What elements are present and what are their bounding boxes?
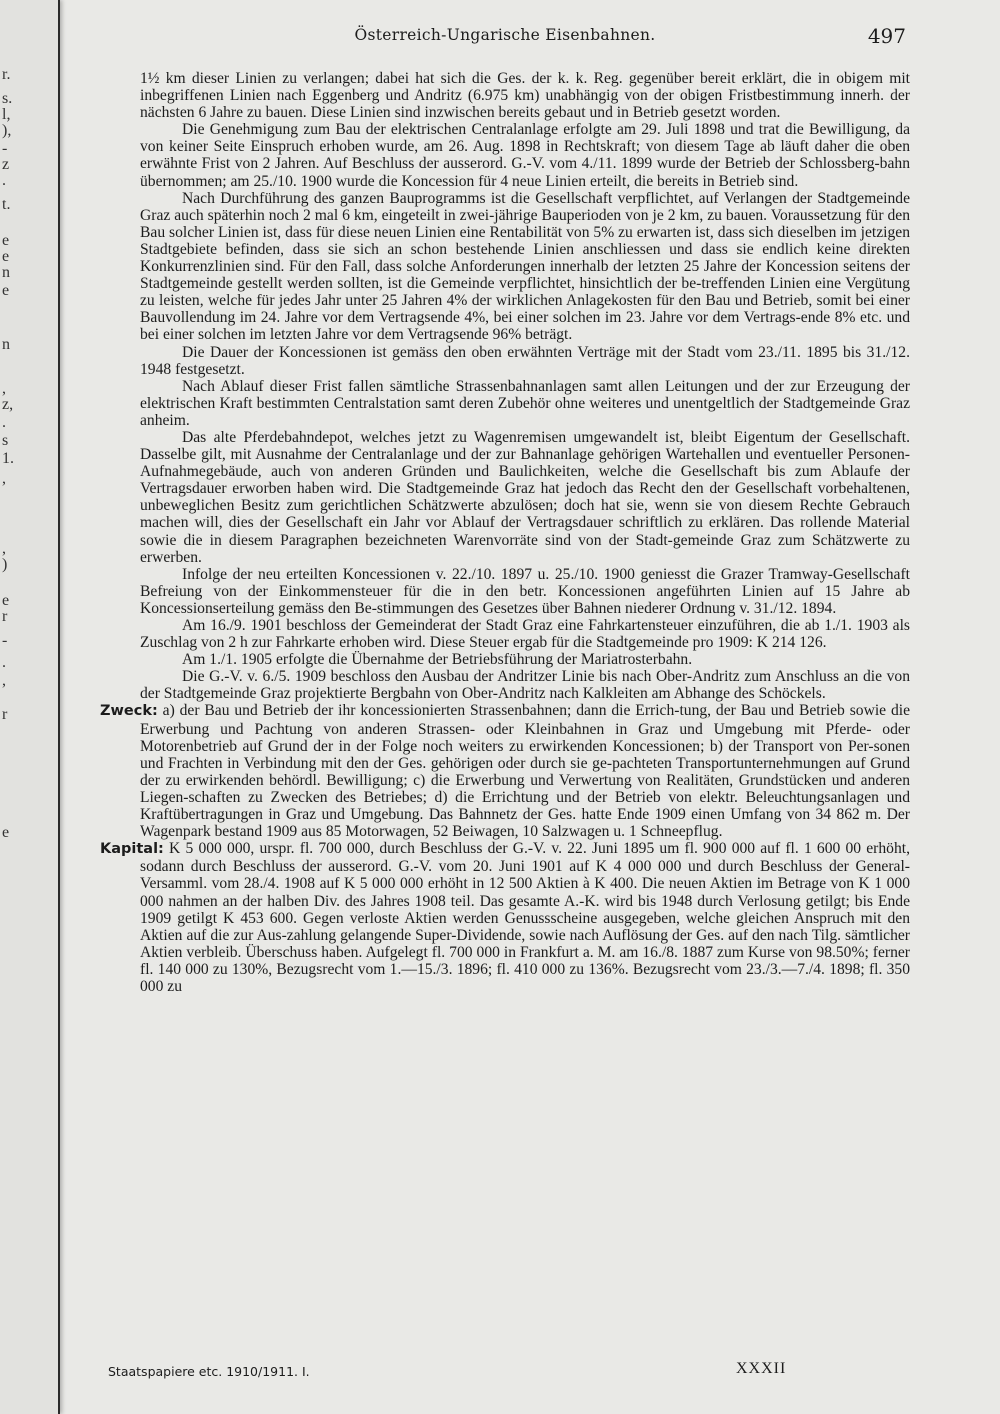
margin-fragment: -: [2, 140, 8, 157]
running-title: Österreich-Ungarische Eisenbahnen.: [354, 26, 656, 44]
margin-fragment: ,: [2, 540, 6, 557]
margin-fragment: l,: [2, 106, 11, 123]
book-page: [100, 24, 910, 1394]
page-footer: [100, 1360, 910, 1384]
margin-fragment: z: [2, 156, 10, 173]
margin-fragment: .: [2, 172, 6, 189]
section-text: a) der Bau und Betrieb der ihr koncessionierten Strassenbahnen; dann die Errich-tung, der Bau und Betrieb sowie die Erwerbung und Pachtung von anderen Strassen- oder Kleinbahnen in Graz und Umgebung mit Pferde- oder Motorenbetrieb auf Grund der in der Folge noch weiters zu erwirkenden Koncessionen; b) der Transport von Per-sonen und Frachten in Verbindung mit den der Ges. gehörigen oder durch sie ge-pachteten Transportunternehmungen auf Grund der zu erwirkenden behördl. Bewilligung; c) die Erwerbung und Verwertung von Realitäten, Grundstücken und anderen Liegen-schaften zu Zwecken des Betriebes; d) die Errichtung und der Betrieb von elektr. Beleuchtungsanlagen und Kraftübertragungen in Graz und Umgebung. Das Bahnnetz der Ges. hatte Ende 1909 einen Umfang von 34 862 m. Der Wagenpark bestand 1909 aus 85 Motorwagen, 52 Beiwagen, 10 Salzwagen u. 1 Schneepflug.: [140, 702, 910, 841]
margin-fragment: e: [2, 824, 10, 841]
page-number: 497: [867, 24, 906, 48]
paragraph: Nach Ablauf dieser Frist fallen sämtliche Strassenbahnanlagen samt allen Leitungen und der zur Erzeugung der elektrischen Kraft bestimmten Centralstation samt deren Zubehör ohne weiteres und unentgeltlich der Stadtgemeinde Graz anheim.: [140, 377, 910, 429]
paragraph: Am 1./1. 1905 erfolgte die Übernahme der Betriebsführung der Mariatrosterbahn.: [182, 651, 693, 669]
margin-fragment: .: [2, 654, 6, 671]
margin-fragment: r: [2, 706, 8, 723]
paragraph: Die G.-V. v. 6./5. 1909 beschloss den Ausbau der Andritzer Linie bis nach Ober-Andritz zum Anschluss an die von der Stadtgemeinde Graz projektierte Bergbahn von Ober-Andritz nach Kalkleiten am Abhange des Schöckels.: [140, 668, 910, 703]
section-label: Zweck:: [100, 703, 158, 720]
margin-fragment: ,: [2, 380, 6, 397]
paragraph: 1½ km dieser Linien zu verlangen; dabei hat sich die Ges. der k. k. Reg. gegenüber bereit erklärt, die in obigem mit inbegriffenen Linien nach Eggenberg und Andritz (6.975 km) unabhängig von der obigen Fristbestimmung innerh. der nächsten 6 Jahre zu bauen. Diese Linien sind inzwischen bereits gebaut und in Betrieb gesetzt worden.: [140, 70, 910, 122]
margin-fragment: s: [2, 432, 9, 449]
body-text: [100, 70, 910, 995]
adjacent-page-edge: [0, 0, 60, 1414]
margin-fragment: e: [2, 232, 10, 249]
margin-fragment: e: [2, 248, 10, 265]
margin-fragment: -: [2, 632, 8, 649]
paragraph: Am 16./9. 1901 beschloss der Gemeinderat der Stadt Graz eine Fahrkartensteuer einzuführen, die ab 1./1. 1903 als Zuschlag von 2 h zur Fahrkarte erhoben wird. Diese Steuer ergab für die Stadtgemeinde pro 1909: K 214 126.: [140, 617, 910, 652]
margin-fragment: s.: [2, 90, 13, 107]
margin-fragment: ,: [2, 470, 6, 487]
running-header: [100, 24, 910, 58]
margin-fragment: z,: [2, 396, 14, 413]
section-text: K 5 000 000, urspr. fl. 700 000, durch Beschluss der G.-V. v. 22. Juni 1895 um fl. 900 000 auf fl. 1 600 00 erhöht, sodann durch Beschluss der ausserord. G.-V. vom 20. Juni 1901 auf K 4 000 000 und durch Beschluss der General-Versamml. vom 28./4. 1908 auf K 5 000 000 erhöht in 12 500 Aktien à K 400. Die neuen Aktien im Betrage von K 1 000 000 nahmen an der halben Div. des Jahres 1908 teil. Das gesamte A.-K. wird bis 1948 durch Verlosung getilgt; bis Ende 1909 getilgt K 453 600. Gegen verloste Aktien werden Genussscheine ausgegeben, welche gleichen Anspruch mit den Aktien auf die zur Aus-zahlung gelangende Super-Dividende, sowie nach Auflösung der Ges. auf den nach Tilg. sämtlicher Aktien verbleib. Überschuss haben. Aufgelegt fl. 700 000 in Frankfurt a. M. am 16./8. 1887 zum Kurse von 98.50%; ferner fl. 140 000 zu 130%, Bezugsrecht vom 1.—15./3. 1896; fl. 410 000 zu 136%. Bezugsrecht vom 23./3.—7./4. 1898; fl. 350 000 zu: [140, 840, 910, 995]
footer-source: Staatspapiere etc. 1910/1911. I.: [108, 1364, 310, 1379]
margin-fragment: e: [2, 592, 10, 609]
margin-fragment: r: [2, 608, 8, 625]
paragraph: Nach Durchführung des ganzen Bauprogramms ist die Gesellschaft verpflichtet, auf Verlangen der Stadtgemeinde Graz auch späterhin noch 2 mal 6 km, eingeteilt in zwei-jährige Bauperioden von je 2 km, zu bauen. Voraussetzung für den Bau solcher Linien ist, dass für diese neuen Linien eine Rentabilität von 5% zu erwarten ist, dass sich dieselben im jetzigen Stadtgebiete befinden, dass sie sich an schon bestehende Linien anschliessen und dass sie endlich keine direkten Konkurrenzlinien sind. Für den Fall, dass solche Anforderungen innerhalb der letzten 25 Jahre der Koncession seitens der Stadtgemeinde gestellt werden sollten, ist die Gemeinde verpflichtet, hinsichtlich der be-treffenden Linien eine Vergütung zu leisten, welche für jedes Jahr unter 25 Jahren 4% der wirklichen Anlagekosten für den Bau und Betrieb, somit bei einer Bauvollendung im 24. Jahre vor dem Vertragsende 4%, bei einer solchen im 23. Jahre vor dem Vertrags-ende 8% etc. und bei einer solchen im letzten Jahre vor dem Vertragsende 96% beträgt.: [140, 189, 910, 344]
margin-fragment: t.: [2, 196, 11, 213]
margin-fragment: r.: [2, 66, 11, 83]
margin-fragment: .: [2, 414, 6, 431]
signature-mark: XXXII: [736, 1360, 787, 1377]
margin-fragment: e: [2, 282, 10, 299]
paragraph: Das alte Pferdebahndepot, welches jetzt zu Wagenremisen umgewandelt ist, bleibt Eigentum der Gesellschaft. Dasselbe gilt, mit Ausnahme der Centralanlage und der zur Bahnanlage gehörigen Wartehallen und eventueller Personen-Aufnahmegebäude, auch von anderen Gründen und Baulichkeiten, welche die Gesellschaft bis zum Ablaufe der Vertragsdauer erworben haben wird. Die Stadtgemeinde Graz hat jedoch das Recht den der Gesellschaft vorbehaltenen, unbeweglichen Besitz zum gerichtlichen Schätzwerte abzulösen; doch hat sie, wenn sie von diesem Rechte Gebrauch machen will, dies der Gesellschaft ein Jahr vor Ablauf der Vertragsdauer schriftlich zu erklären. Das rollende Material sowie die in diesem Paragraphen bezeichneten Warenvorräte sind von der Stadt-gemeinde Graz zum Schätzwerte zu erwerben.: [140, 428, 910, 566]
paragraph: Die Dauer der Koncessionen ist gemäss den oben erwähnten Verträge mit der Stadt vom 23./11. 1895 bis 31./12. 1948 festgesetzt.: [140, 343, 910, 378]
section-kapital: [100, 840, 910, 995]
section-label: Kapital:: [100, 841, 164, 858]
paragraph: Die Genehmigung zum Bau der elektrischen Centralanlage erfolgte am 29. Juli 1898 und trat die Bewilligung, da von keiner Seite Einspruch erhoben wurde, am 26. Aug. 1898 in Rechtskraft; von diesem Tage ab läuft daher die oben erwähnte Frist von 2 Jahren. Auf Beschluss der ausserord. G.-V. vom 4./11. 1899 wurde der Betrieb der Schlossberg-bahn übernommen; am 25./10. 1900 wurde die Koncession für 4 neue Linien erteilt, die bereits in Betrieb sind.: [140, 121, 910, 190]
margin-fragment: ),: [2, 122, 12, 139]
margin-fragment: 1.: [2, 450, 14, 467]
margin-fragment: ): [2, 556, 8, 573]
paragraph: Infolge der neu erteilten Koncessionen v. 22./10. 1897 u. 25./10. 1900 geniesst die Grazer Tramway-Gesellschaft Befreiung von der Einkommensteuer für die in den betr. Koncessionen angeführten Linien auf 15 Jahre ab Koncessionserteilung gemäss den Be-stimmungen des Gesetzes über Bahnen niederer Ordnung v. 31./12. 1894.: [140, 565, 910, 617]
margin-fragment: n: [2, 264, 10, 281]
margin-fragment: n: [2, 336, 10, 353]
section-zweck: [100, 702, 910, 840]
margin-fragment: ,: [2, 672, 6, 689]
